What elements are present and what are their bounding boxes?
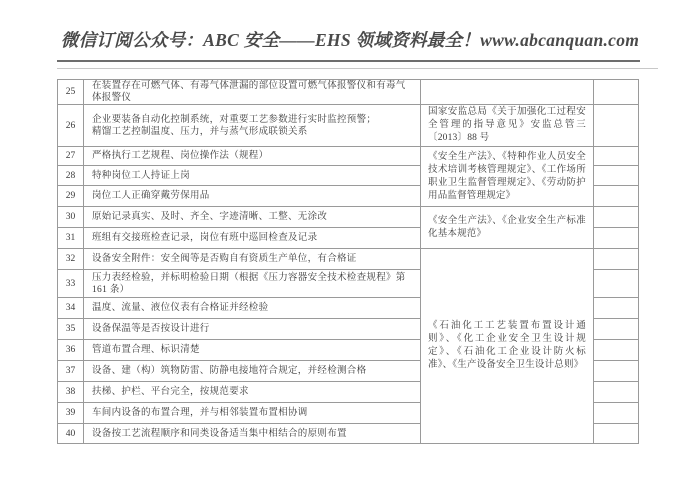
- check-column-cell: [594, 403, 639, 424]
- check-column-cell: [594, 228, 639, 249]
- check-item-text: 在装置存在可燃气体、有毒气体泄漏的部位设置可燃气体报警仪和有毒气体报警仪: [84, 80, 421, 105]
- reference-text: 《安全生产法》、《企业安全生产标准化基本规范》: [421, 207, 594, 249]
- check-column-cell: [594, 361, 639, 382]
- check-column-cell: [594, 80, 639, 105]
- row-number: 28: [58, 166, 84, 186]
- row-number: 40: [58, 424, 84, 444]
- row-number: 36: [58, 340, 84, 361]
- check-item-text: 严格执行工艺规程、岗位操作法（规程）: [84, 147, 421, 166]
- row-number: 27: [58, 147, 84, 166]
- row-number: 34: [58, 298, 84, 319]
- check-column-cell: [594, 298, 639, 319]
- check-column-cell: [594, 270, 639, 298]
- check-item-text: 压力表经检验，并标明检验日期（根据《压力容器安全技术检查规程》第 161 条）: [84, 270, 421, 298]
- check-column-cell: [594, 166, 639, 186]
- check-column-cell: [594, 207, 639, 228]
- row-number: 32: [58, 249, 84, 270]
- check-column-cell: [594, 249, 639, 270]
- check-column-cell: [594, 186, 639, 207]
- check-item-text: 特种岗位工人持证上岗: [84, 166, 421, 186]
- check-item-text: 班组有交接班检查记录，岗位有班中巡回检查及记录: [84, 228, 421, 249]
- check-column-cell: [594, 424, 639, 444]
- check-item-text: [84, 105, 421, 147]
- check-column-cell: [594, 105, 639, 147]
- table-row: [58, 147, 639, 166]
- row-number: 39: [58, 403, 84, 424]
- wechat-banner-text: 微信订阅公众号：ABC 安全——EHS 领域资料最全！www.abcanquan.com: [60, 30, 640, 50]
- row-number: 26: [58, 105, 84, 147]
- check-item-text: 车间内设备的布置合理，并与相邻装置布置相协调: [84, 403, 421, 424]
- check-item-text: 设备、建（构）筑物防雷、防静电接地符合规定，并经检测合格: [84, 361, 421, 382]
- check-item-text: 管道布置合理、标识清楚: [84, 340, 421, 361]
- row-number: 35: [58, 319, 84, 340]
- row-number: 30: [58, 207, 84, 228]
- row-number: 38: [58, 382, 84, 403]
- check-item-line2: 精馏工艺控制温度、压力，并与蒸气形成联锁关系: [92, 126, 308, 137]
- check-column-cell: [594, 319, 639, 340]
- check-item-text: 设备安全附件：安全阀等是否购自有资质生产单位，有合格证: [84, 249, 421, 270]
- check-item-text: 设备保温等是否按设计进行: [84, 319, 421, 340]
- header-rule-light: [57, 68, 658, 69]
- row-number: 29: [58, 186, 84, 207]
- check-item-text: 原始记录真实、及时、齐全、字迹清晰、工整、无涂改: [84, 207, 421, 228]
- row-number: 25: [58, 80, 84, 105]
- reference-text: 《安全生产法》、《特种作业人员安全技术培训考核管理规定》、《工作场所职业卫生监督管理规定》、《劳动防护用品监督管理规定》: [421, 147, 594, 207]
- check-item-text: 温度、流量、液位仪表有合格证并经检验: [84, 298, 421, 319]
- check-item-text: 设备按工艺流程顺序和同类设备适当集中相结合的原则布置: [84, 424, 421, 444]
- header-rule-dark: [57, 60, 640, 62]
- row-number: 33: [58, 270, 84, 298]
- table-row: [58, 249, 639, 270]
- check-column-cell: [594, 382, 639, 403]
- row-number: 31: [58, 228, 84, 249]
- table-row: [58, 207, 639, 228]
- safety-checklist-table: [57, 79, 639, 444]
- check-item-text: 岗位工人正确穿戴劳保用品: [84, 186, 421, 207]
- check-column-cell: [594, 147, 639, 166]
- check-item-line1: 企业要装备自动化控制系统，对重要工艺参数进行实时监控预警；: [92, 114, 377, 125]
- reference-text: 《石油化工工艺装置布置设计通则》、《化工企业安全卫生设计规定》、《石油化工企业设计防火标准》、《生产设备安全卫生设计总则》: [421, 249, 594, 444]
- table-row: [58, 105, 639, 147]
- row-number: 37: [58, 361, 84, 382]
- reference-cell-empty: [421, 80, 594, 105]
- table-row: [58, 80, 639, 105]
- reference-text: 国家安监总局《关于加强化工过程安全管理的指导意见》安监总管三〔2013〕88 号: [421, 105, 594, 147]
- check-item-text: 扶梯、护栏、平台完全，按规范要求: [84, 382, 421, 403]
- check-column-cell: [594, 340, 639, 361]
